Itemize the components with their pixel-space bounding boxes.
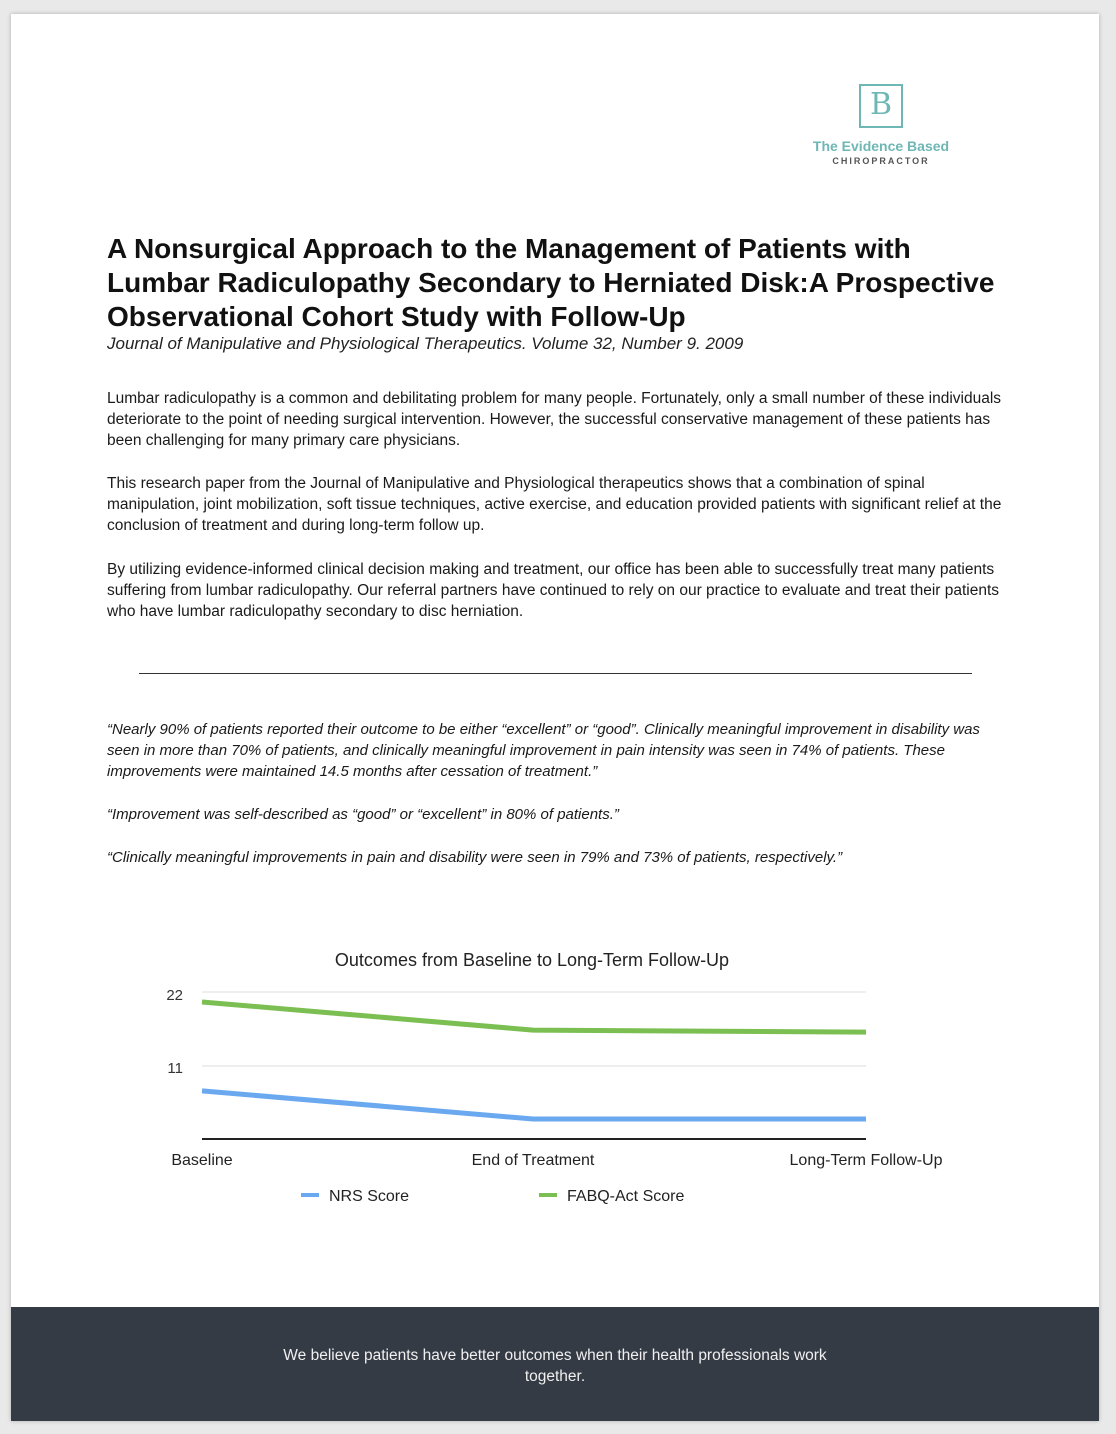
quote-2: “Improvement was self-described as “good” or “excellent” in 80% of patients.” [107, 806, 619, 823]
y-tick-label: 22 [166, 987, 183, 1004]
intro-paragraph-2: This research paper from the Journal of Manipulative and Physiological therapeutics shows that a combination of spinal manipulation, joint mobilization, soft tissue techniques, active exercise, and education provided patients with significant relief at the conclusion of treatment and during long-term follow up. [107, 475, 1002, 534]
series-line-nrs-score [202, 1091, 866, 1119]
legend-label-nrs-score: NRS Score [329, 1188, 410, 1205]
footer-tagline-text: We believe patients have better outcomes when their health professionals work together. [283, 1347, 827, 1385]
logo-subtitle: CHIROPRACTOR [832, 156, 930, 166]
intro-paragraph-1: Lumbar radiculopathy is a common and debilitating problem for many people. Fortunately, only a small number of these individuals deteriorate to the point of needing surgical intervention. However, the successful conservative management of these patients has been challenging for many primary care physicians. [107, 390, 1002, 449]
logo-name: The Evidence Based [812, 138, 950, 154]
y-tick-label: 11 [167, 1060, 183, 1077]
section-divider [139, 673, 972, 674]
footer-banner [11, 1307, 1099, 1421]
intro-paragraph-3: By utilizing evidence-informed clinical decision making and treatment, our office has been able to successfully treat many patients suffering from lumbar radiculopathy. Our referral partners have continued to rely on our practice to evaluate and treat their patients who have lumbar radiculopathy secondary to disc herniation. [107, 561, 1000, 620]
quote-3: “Clinically meaningful improvements in pain and disability were seen in 79% and 73% of patients, respectively.” [107, 849, 843, 866]
chart-title: Outcomes from Baseline to Long-Term Follow-Up [334, 950, 730, 970]
quote-1: “Nearly 90% of patients reported their outcome to be either “excellent” or “good”. Clinically meaningful improvement in disability was seen in more than 70% of patients, and clinically meaningful improvement in pain intensity was seen in 74% of patients. These improvements were maintained 14.5 months after cessation of treatment.” [107, 721, 980, 780]
legend-label-fabq-act-score: FABQ-Act Score [567, 1188, 685, 1205]
series-line-fabq-act-score [202, 1002, 866, 1032]
outcomes-line-chart [11, 914, 1099, 1234]
x-tick-label: Long-Term Follow-Up [789, 1152, 943, 1169]
document-page [11, 14, 1099, 1421]
x-tick-label: End of Treatment [471, 1152, 595, 1169]
logo-mark-icon: B [859, 84, 903, 128]
brand-logo [806, 84, 956, 166]
footer-tagline [11, 1307, 1099, 1387]
x-tick-label: Baseline [171, 1152, 233, 1169]
journal-citation: Journal of Manipulative and Physiological Therapeutics. Volume 32, Number 9. 2009 [107, 334, 744, 353]
article-title: A Nonsurgical Approach to the Management of Patients with Lumbar Radiculopathy Secondary to Herniated Disk:A Prospective Observational Cohort Study with Follow-Up [107, 233, 995, 332]
